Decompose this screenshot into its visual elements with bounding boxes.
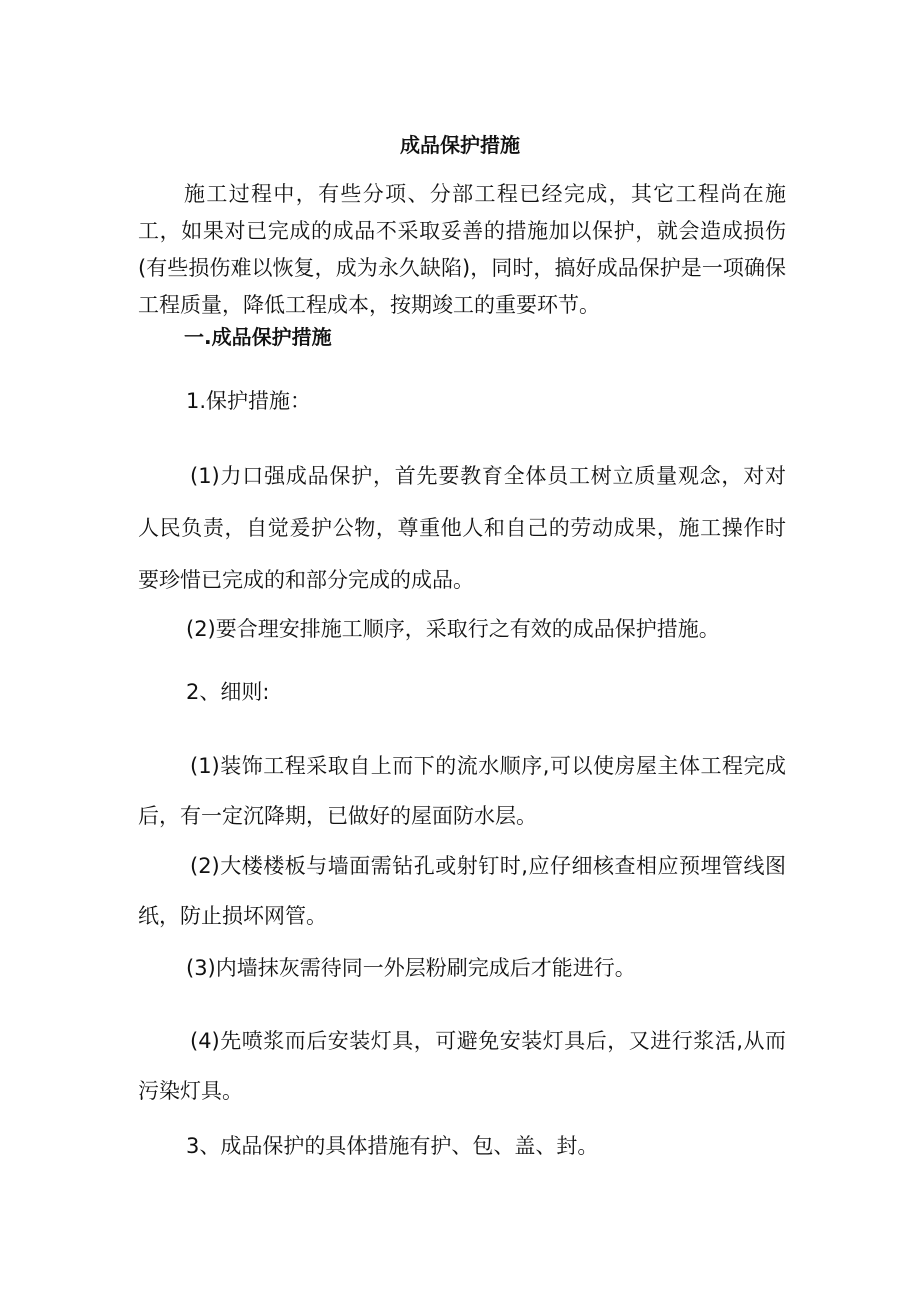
rules-item-4: (4)先喷浆而后安装灯具，可避免安装灯具后，又进行浆活,从而污染灯具。 — [138, 1029, 786, 1103]
rules-item-1: (1)装饰工程采取自上而下的流水顺序,可以使房屋主体工程完成后，有一定沉降期，已做好的屋面防水层。 — [138, 754, 786, 828]
rules-item-3: (3)内墙抹灰需待同一外层粉刷完成后才能进行。 — [186, 956, 636, 980]
subsection-heading-protection: 1.保护措施： — [186, 389, 312, 413]
subsection-heading-specific-measures: 3、成品保护的具体措施有护、包、盖、封。 — [186, 1134, 599, 1158]
protection-item-2: (2)要合理安排施工顺序，采取行之有效的成品保护措施。 — [186, 617, 720, 641]
document-title: 成品保护措施 — [400, 133, 520, 157]
intro-paragraph: 施工过程中，有些分项、分部工程已经完成，其它工程尚在施工，如果对已完成的成品不采取妥善的措施加以保护，就会造成损伤(有些损伤难以恢复，成为永久缺陷)，同时，搞好成品保护是一项确保工程质量，降低工程成本，按期竣工的重要环节。 — [138, 182, 786, 317]
section-heading-protection-measures: 一.成品保护措施 — [184, 325, 332, 349]
protection-item-1: (1)力口强成品保护，首先要教育全体员工树立质量观念，对对人民负责，自觉爰护公物，尊重他人和自己的劳动成果，施工操作时要珍惜已完成的和部分完成的成品。 — [138, 464, 786, 592]
rules-item-2: (2)大楼楼板与墙面需钻孔或射钉时,应仔细核查相应预埋管线图纸，防止损坏网管。 — [138, 854, 786, 928]
subsection-heading-rules: 2、细则: — [186, 680, 270, 704]
